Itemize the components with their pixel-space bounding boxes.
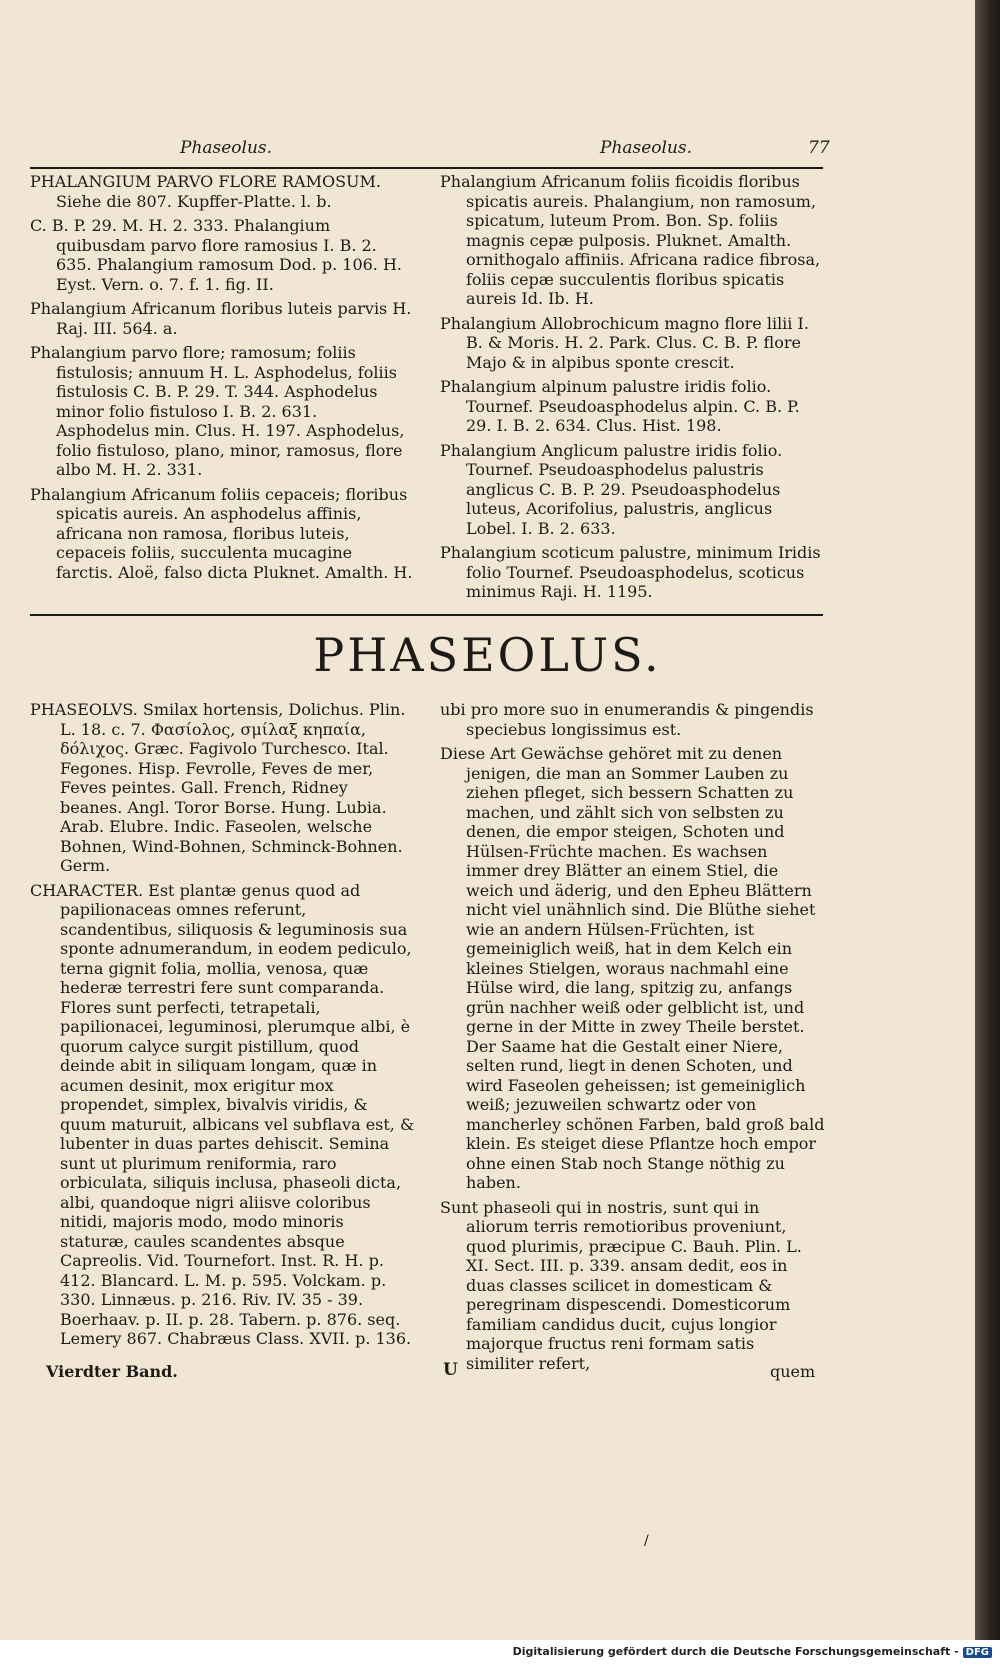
- entry-paragraph: Phalangium Africanum foliis cepaceis; floribus spicatis aureis. An asphodelus affinis, africana non ramosa, floribus luteis, cepaceis foliis, succulenta mucagine farctis. Aloë, falso dicta Pluknet. Amalth. H.: [30, 484, 413, 582]
- entry-paragraph: Phalangium parvo flore; ramosum; foliis fistulosis; annuum H. L. Asphodelus, foliis fistulosis C. B. P. 29. T. 344. Asphodelus minor folio fistuloso I. B. 2. 631. Asphodelus min. Clus. H. 197. Asphodelus, folio fistuloso, plano, minor, ramosus, flore albo M. H. 2. 331.: [30, 343, 405, 479]
- catchword: quem: [770, 1362, 816, 1381]
- entry-paragraph: Phalangium Anglicum palustre iridis folio. Tournef. Pseudoasphodelus palustris anglicus C. B. P. 29. Pseudoasphodelus luteus, Acorifolius, palustris, anglicus Lobel. I. B. 2. 633.: [440, 440, 783, 538]
- entry-paragraph: Phalangium alpinum palustre iridis folio. Tournef. Pseudoasphodelus alpin. C. B. P. 29. I. B. 2. 634. Clus. Hist. 198.: [440, 377, 800, 435]
- text-paragraph: ubi pro more suo in enumerandis & pingendis speciebus longissimus est.: [440, 700, 814, 739]
- synonyms-paragraph: PHASEOLVS. Smilax hortensis, Dolichus. Plin. L. 18. c. 7. Φασίολος, σμίλαξ κηπαία, δόλιχος. Græc. Fagivolo Turchesco. Ital. Fegones. Hisp. Fevrolle, Feves de mer, Feves peintes. Gall. French, Ridney beanes. Angl. Toror Borse. Hung. Lubia. Arab. Elubre. Indic. Faseolen, welsche Bohnen, Wind-Bohnen, Schminck-Bohnen. Germ.: [30, 700, 406, 875]
- entry-paragraph: PHALANGIUM PARVO FLORE RAMOSUM. Siehe die 807. Kupffer-Platte. l. b.: [30, 172, 381, 211]
- left-column-bottom: [30, 700, 415, 1354]
- dfg-banner: [0, 1640, 1000, 1665]
- entry-paragraph: C. B. P. 29. M. H. 2. 333. Phalangium quibusdam parvo flore ramosius I. B. 2. 635. Phalangium ramosum Dod. p. 106. H. Eyst. Vern. o. 7. f. 1. fig. II.: [30, 216, 403, 294]
- dfg-logo-icon: DFG: [963, 1647, 992, 1658]
- funding-text: Digitalisierung gefördert durch die Deutsche Forschungsgemeinschaft -: [512, 1645, 959, 1658]
- header-rule: [30, 167, 823, 169]
- entry-paragraph: Phalangium Allobrochicum magno flore lilii I. B. & Moris. H. 2. Park. Clus. C. B. P. flore Majo & in alpibus sponte crescit.: [440, 313, 809, 372]
- entry-paragraph: Phalangium scoticum palustre, minimum Iridis folio Tournef. Pseudoasphodelus, scoticus minimus Raji. H. 1195.: [440, 543, 821, 601]
- margin-mark: /: [644, 1533, 649, 1549]
- signature-mark: U: [443, 1360, 458, 1380]
- page-edge: [975, 0, 1000, 1665]
- funding-note: [513, 1645, 992, 1658]
- volume-catchword: Vierdter Band.: [46, 1362, 178, 1381]
- running-header: [0, 138, 975, 168]
- right-column-top: [440, 172, 825, 607]
- german-paragraph: Diese Art Gewächse gehöret mit zu denen jenigen, die man an Sommer Lauben zu ziehen pfleget, sich bessern Schatten zu machen, und zählt sich von selbsten zu denen, die empor steigen, Schoten und Hülsen-Früchte machen. Es wachsen immer drey Blätter an einem Stiel, die weich und äderig, und den Epheu Blättern nicht viel unähnlich sind. Die Blüthe siehet wie an andern Hülsen-Früchten, ist gemeiniglich weiß, hat in dem Kelch ein kleines Stielgen, woraus nachmahl eine Hülse wird, die lang, spitzig zu, anfangs grün nachher weiß oder gelblicht ist, und gerne in der Mitte in zwey Theile berstet. Der Saame hat die Gestalt einer Niere, selten rund, liegt in denen Schoten, und wird Faseolen geheissen; ist gemeiniglich weiß; jezuweilen schwartz oder von mancherley schönen Farben, bald groß bald klein. Es steiget diese Pflantze hoch empor ohne einen Stab noch Stange nöthig zu haben.: [440, 744, 825, 1192]
- entry-paragraph: Phalangium Africanum foliis ficoidis floribus spicatis aureis. Phalangium, non ramosum, spicatum, luteum Prom. Bon. Sp. foliis magnis cepæ pulposis. Pluknet. Amalth. ornithogalo affiniis. Africana radice fibrosa, foliis cepæ succulentis floribus spicatis aureis Id. Ib. H.: [440, 172, 821, 308]
- entry-paragraph: Phalangium Africanum floribus luteis parvis H. Raj. III. 564. a.: [30, 299, 412, 338]
- page-number: 77: [808, 138, 830, 158]
- article-title: PHASEOLUS.: [313, 628, 662, 682]
- section-rule: [30, 614, 823, 616]
- header-left: Phaseolus.: [180, 138, 273, 158]
- right-column-bottom: [440, 700, 825, 1378]
- left-column-top: [30, 172, 413, 587]
- header-center: Phaseolus.: [600, 138, 693, 158]
- text-paragraph: Sunt phaseoli qui in nostris, sunt qui in aliorum terris remotioribus proveniunt, quod plurimis, præcipue C. Bauh. Plin. L. XI. Sect. III. p. 339. ansam dedit, eos in duas classes scilicet in domesticam & peregrinam dispescendi. Domesticorum familiam candidus ducit, cujus longior majorque fructus reni formam satis similiter refert,: [440, 1197, 802, 1373]
- character-paragraph: CHARACTER. Est plantæ genus quod ad papilionaceas omnes referunt, scandentibus, siliquosis & leguminosis sua sponte adnumerandum, in eodem pediculo, terna gignit folia, mollia, venosa, quæ hederæ terrestri fere sunt comparanda. Flores sunt perfecti, tetrapetali, papilionacei, leguminosi, plerumque albi, è quorum calyce surgit pistillum, quod deinde abit in siliquam longam, quæ in acumen desinit, mox erigitur mox propendet, simplex, bivalvis viridis, & quum maturuit, albicans vel subflava est, & lubenter in duas partes dehiscit. Semina sunt ut plurimum reniformia, raro orbiculata, siliquis inclusa, phaseoli dicta, albi, quandoque nigri aliisve coloribus nitidi, majoris modo, modo minoris staturæ, caules scandentes absque Capreolis. Vid. Tournefort. Inst. R. H. p. 412. Blancard. L. M. p. 595. Volckam. p. 330. Linnæus. p. 216. Riv. IV. 35 - 39. Boerhaav. p. II. p. 28. Tabern. p. 876. seq. Lemery 867. Chabræus Class. XVII. p. 136.: [30, 880, 415, 1348]
